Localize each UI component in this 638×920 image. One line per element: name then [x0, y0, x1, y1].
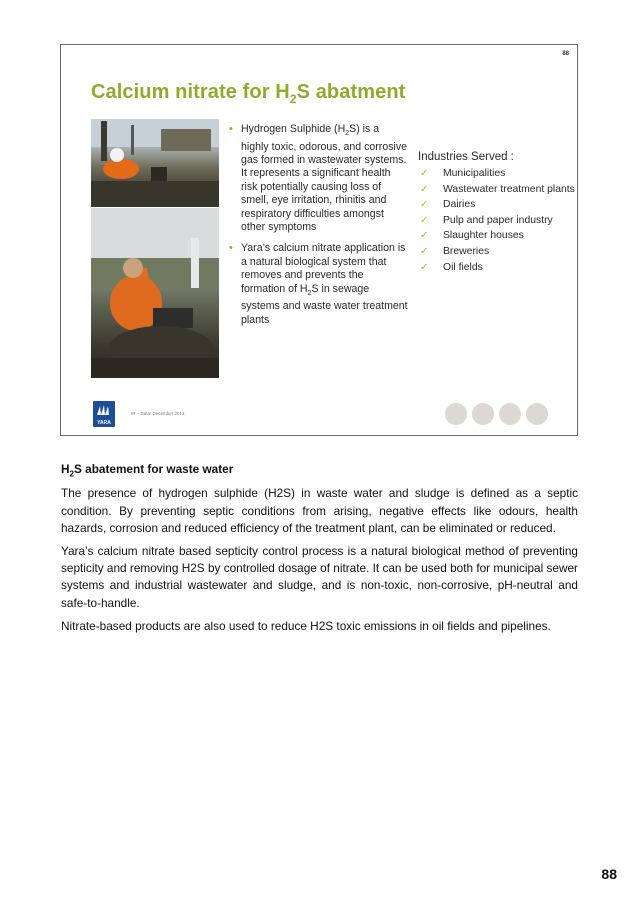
bullet-text: Hydrogen Sulphide (H	[241, 123, 346, 135]
bullet-subscript: 2	[307, 289, 312, 297]
slide-title-main: Calcium nitrate for H	[91, 81, 290, 103]
yara-logo	[93, 401, 115, 427]
heading-text: H	[61, 462, 70, 476]
bullet-text: Yara’s calcium nitrate application is a natural biological system that removes and prevents the formation of H	[241, 242, 406, 295]
industry-item	[418, 244, 578, 260]
industry-label: Oil fields	[443, 261, 483, 273]
industry-label: Wastewater treatment plants	[443, 183, 575, 195]
slide-bullet-item	[229, 242, 409, 327]
body-text-section	[61, 462, 578, 641]
paragraph: Yara’s calcium nitrate based septicity control process is a natural biological method of preventing septicity and removing H2S by controlled dosage of nitrate. It can be used both for municipal sewer systems and industrial wastewater and sludge, and is non-toxic, non-corrosive, pH-neutral and safe-to-handle.	[61, 543, 578, 610]
industry-label: Dairies	[443, 199, 476, 211]
bullet-text-tail: S) is a highly toxic, odorous, and corrosive gas formed in wastewater systems. It represents a significant health risk potentially causing loss of smell, eye irritation, rhinitis and respiratory difficulties amongst other symptoms	[241, 123, 408, 233]
decorative-dot	[445, 403, 467, 425]
checkmark-icon: ✓	[420, 245, 429, 257]
industry-label: Municipalities	[443, 168, 506, 179]
slide-footer-text: IR – Data: December 2012	[131, 411, 185, 416]
decorative-dot	[472, 403, 494, 425]
industries-title: Industries Served :	[418, 151, 514, 163]
industry-label: Breweries	[443, 245, 490, 257]
photo-worker-laptop	[91, 208, 219, 378]
checkmark-icon: ✓	[420, 183, 429, 195]
industry-item	[418, 197, 578, 213]
logo-text: YARA	[97, 420, 111, 426]
decorative-dot	[526, 403, 548, 425]
slide-title	[91, 81, 405, 106]
bullet-subscript: 2	[345, 130, 350, 138]
heading-text-tail: S abatement for waste water	[73, 462, 234, 476]
industry-item	[418, 166, 578, 182]
industry-item	[418, 228, 578, 244]
slide-bullet-list	[229, 123, 409, 335]
decorative-dot	[499, 403, 521, 425]
page-number: 88	[601, 866, 617, 882]
slide-image	[60, 44, 578, 436]
industries-list	[418, 166, 578, 275]
paragraph: The presence of hydrogen sulphide (H2S) in waste water and sludge is defined as a septic condition. By preventing septic conditions from arising, negative effects like odours, health hazards, corrosion and reduced efficiency of the treatment plant, can be eliminated or reduced.	[61, 486, 578, 535]
slide-bullet-item	[229, 123, 409, 234]
checkmark-icon: ✓	[420, 230, 429, 242]
bullet-text-tail: S in sewage systems and waste water treatment plants	[241, 282, 408, 326]
slide-number: 88	[562, 51, 569, 57]
section-heading	[61, 462, 578, 481]
slide-title-subscript: 2	[289, 92, 297, 106]
checkmark-icon: ✓	[420, 168, 429, 179]
decorative-dots	[445, 403, 548, 425]
photo-worker-manhole	[91, 119, 219, 207]
industry-item	[418, 260, 578, 276]
paragraph: Nitrate-based products are also used to reduce H2S toxic emissions in oil fields and pipelines.	[61, 618, 551, 633]
heading-subscript: 2	[69, 469, 74, 479]
industry-label: Pulp and paper industry	[443, 214, 553, 226]
industry-item	[418, 213, 578, 229]
checkmark-icon: ✓	[420, 199, 429, 211]
checkmark-icon: ✓	[420, 214, 429, 226]
industry-label: Slaughter houses	[443, 230, 524, 242]
industry-item	[418, 182, 578, 198]
slide-title-tail: S abatment	[296, 81, 406, 103]
industries-served	[418, 151, 578, 275]
checkmark-icon: ✓	[420, 261, 429, 273]
